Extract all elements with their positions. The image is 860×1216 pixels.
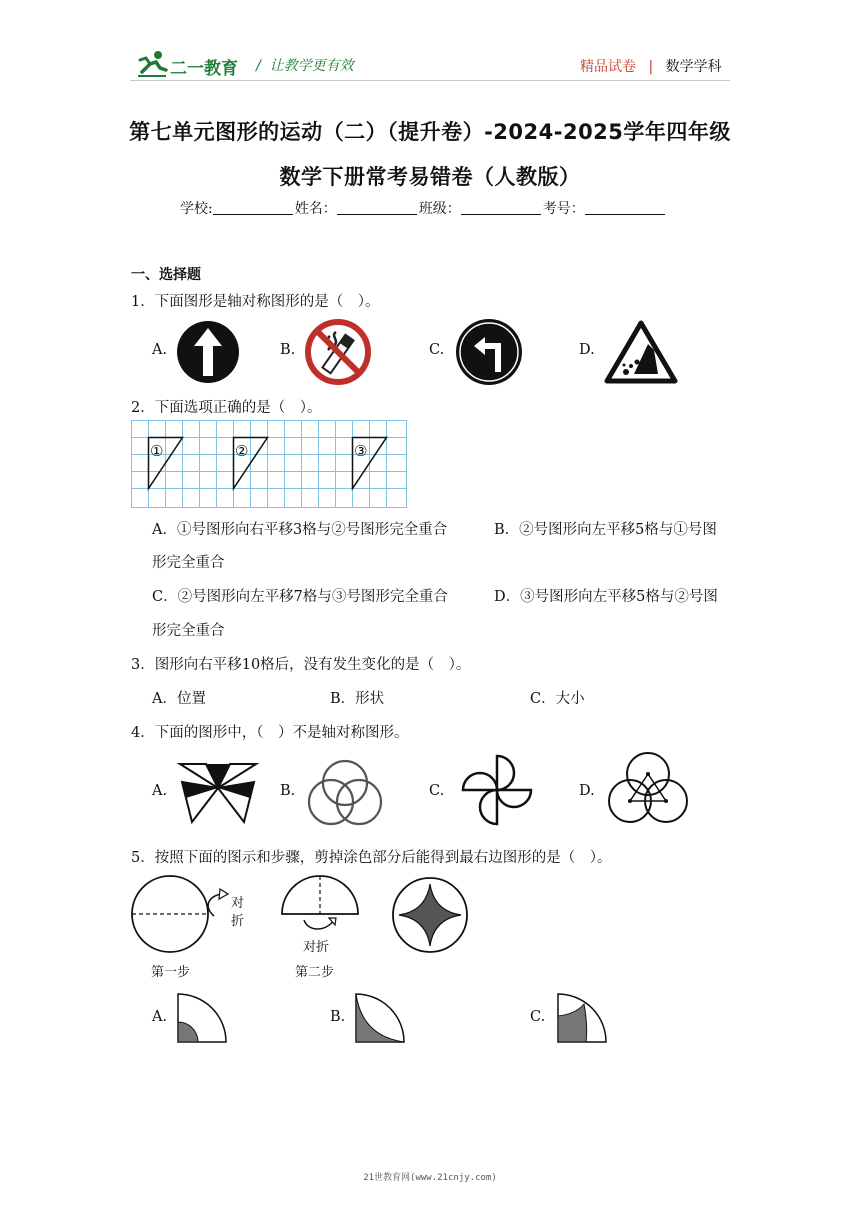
step2-label: 第二步	[295, 965, 335, 980]
question-5: 5．按照下面的图示和步骤，剪掉涂色部分后能得到最右边图形的是（ ）。	[131, 850, 612, 866]
question-4: 4．下面的图形中，（ ）不是轴对称图形。	[131, 725, 409, 741]
fold-label-vertical-2: 折	[231, 914, 245, 929]
q1-option-a[interactable]: A.	[152, 342, 168, 358]
q4-option-c[interactable]: C.	[429, 783, 445, 799]
question-2: 2．下面选项正确的是（ ）。	[131, 400, 322, 416]
q2-option-b-cont: 形完全重合	[152, 555, 225, 571]
header	[0, 0, 860, 90]
q2-option-a[interactable]: A．①号图形向右平移3格与②号图形完全重合	[152, 522, 448, 538]
q4-option-d[interactable]: D.	[579, 783, 595, 799]
pinwheel-figure-icon	[456, 752, 538, 828]
exam-no-field[interactable]	[585, 200, 665, 215]
q3-option-b[interactable]: B．形状	[330, 691, 385, 707]
step1-label: 第一步	[151, 965, 191, 980]
question-1: 1．下面图形是轴对称图形的是（ ）。	[131, 294, 380, 310]
q2-option-b[interactable]: B．②号图形向左平移5格与①号图	[494, 522, 717, 538]
fold-label-vertical-1: 对	[231, 896, 245, 911]
q1-option-b[interactable]: B.	[280, 342, 296, 358]
name-label: 姓名：	[294, 201, 337, 217]
q3-option-a[interactable]: A．位置	[152, 691, 206, 707]
class-field[interactable]	[461, 200, 541, 215]
runner-logo-icon	[136, 50, 170, 78]
step2-semicircle-figure	[278, 874, 364, 938]
header-tags	[580, 56, 722, 76]
footer: 21世教育网(www.21cnjy.com)	[363, 1173, 497, 1183]
turn-left-sign-icon	[454, 318, 524, 386]
q5-option-c[interactable]: C.	[530, 1009, 546, 1025]
falling-rocks-sign-icon	[604, 320, 678, 384]
q3-option-c[interactable]: C．大小	[530, 691, 585, 707]
q1-option-c[interactable]: C.	[429, 342, 445, 358]
triangle-label-2: ②	[235, 442, 249, 460]
q2-option-c[interactable]: C．②号图形向左平移7格与③号图形完全重合	[152, 589, 448, 605]
q5-quarter-a-figure	[176, 992, 230, 1044]
triangle-label-3: ③	[354, 442, 368, 460]
q5-quarter-c-figure	[556, 992, 610, 1044]
header-rule	[130, 80, 730, 81]
q2-option-d-cont: 形完全重合	[152, 623, 225, 639]
no-smoking-sign-icon	[304, 318, 372, 386]
name-field[interactable]	[337, 200, 417, 215]
logo-text: 二一教育	[170, 59, 238, 79]
q5-option-b[interactable]: B.	[330, 1009, 346, 1025]
result-star-figure	[390, 876, 470, 954]
question-3: 3．图形向右平移10格后，没有发生变化的是（ ）。	[131, 657, 471, 673]
fold-label: 对折	[303, 940, 330, 955]
q4-option-b[interactable]: B.	[280, 783, 296, 799]
info-line	[180, 198, 667, 218]
tag-divider: |	[648, 59, 654, 75]
tag-premium: 精品试卷	[580, 59, 636, 75]
school-label: 学校:	[180, 201, 213, 217]
three-circles-figure-icon	[304, 758, 386, 828]
up-arrow-sign-icon	[176, 320, 240, 384]
title-line-1: 第七单元图形的运动（二）（提升卷）-2024-2025学年四年级	[129, 120, 731, 144]
q2-option-d[interactable]: D．③号图形向左平移5格与②号图	[494, 589, 718, 605]
title-line-2: 数学下册常考易错卷（人教版）	[279, 165, 581, 189]
class-label: 班级：	[418, 201, 461, 217]
q5-quarter-b-figure	[354, 992, 408, 1044]
slogan-text: 让教学更有效	[269, 58, 354, 74]
circles-triangle-figure-icon	[606, 750, 690, 832]
exam-no-label: 考号：	[542, 201, 585, 217]
section-title: 一、选择题	[131, 267, 201, 283]
triangle-label-1: ①	[150, 442, 164, 460]
bowtie-figure-icon	[176, 758, 260, 826]
school-field[interactable]	[213, 200, 293, 215]
q1-option-d[interactable]: D.	[579, 342, 595, 358]
tag-subject: 数学学科	[665, 59, 722, 75]
slogan: / 让教学更有效	[256, 58, 354, 74]
q5-option-a[interactable]: A.	[152, 1009, 168, 1025]
translation-grid	[131, 420, 407, 508]
q4-option-a[interactable]: A.	[152, 783, 168, 799]
